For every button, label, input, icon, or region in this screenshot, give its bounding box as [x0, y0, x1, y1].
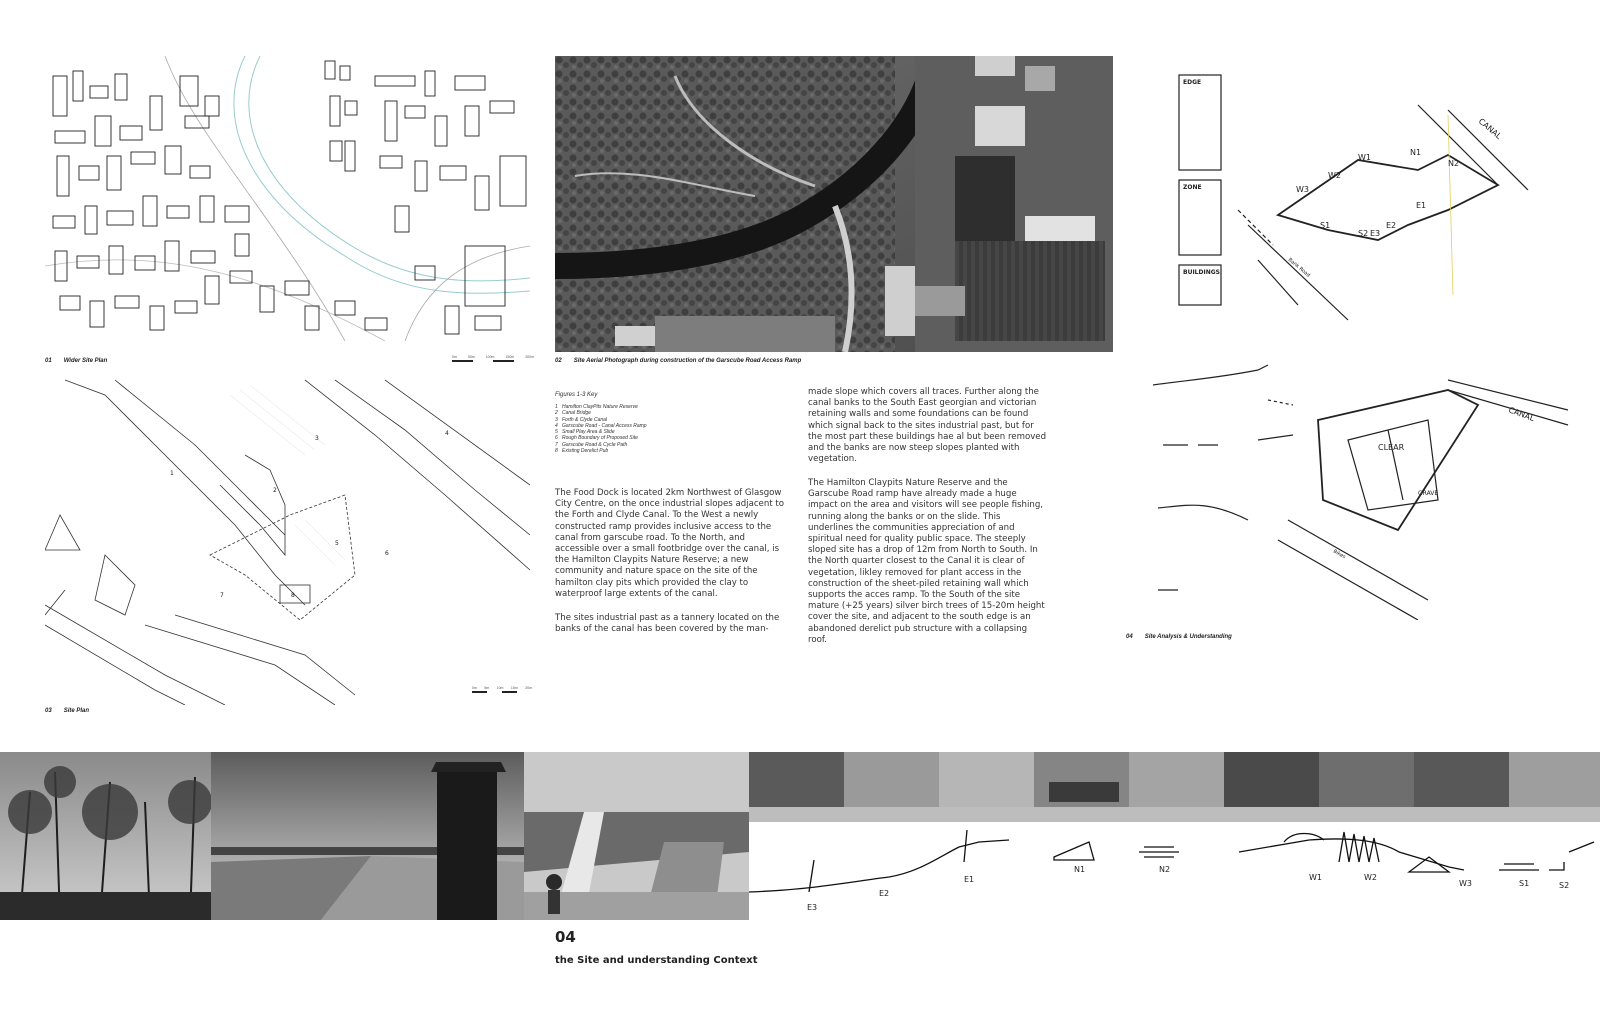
scale-label: 0m [472, 686, 477, 690]
zone-label: W1 [1358, 153, 1371, 162]
road-label: Bank Road [1286, 256, 1312, 279]
key-title: Figures 1-3 Key [555, 392, 598, 398]
section-label: N2 [1159, 865, 1171, 874]
photo-trees-drawing [0, 752, 211, 920]
key-item: 5 Small Play Area & Slide [555, 429, 615, 436]
photo-canal-towpath [211, 752, 524, 920]
fig04-caption [1126, 634, 1232, 640]
aerial-photo-drawing [555, 56, 1113, 352]
photo-panorama-strip [749, 752, 1600, 822]
site-analysis-drawing [1148, 60, 1588, 620]
photo-slide-ramp [524, 752, 749, 920]
canal-label: CANAL [1476, 116, 1504, 141]
key-item: 3 Forth & Clyde Canal [555, 416, 608, 423]
section-label: S1 [1519, 879, 1530, 888]
figures-key [555, 392, 795, 454]
fig02-number: 02 [555, 358, 562, 364]
site-plan-label: 1 [170, 470, 174, 477]
scale-label: 200m [525, 355, 534, 359]
section-sketches [749, 822, 1600, 920]
key-item: 4 Garscube Road - Canal Access Ramp [555, 422, 647, 429]
axo-label: Bikes [1332, 548, 1347, 561]
scale-label: 20m [525, 686, 532, 690]
fig01-caption [45, 358, 107, 364]
key-item: 6 Rough Boundary of Proposed Site [555, 435, 638, 442]
zone-label: E1 [1416, 201, 1427, 210]
zone-label: S1 [1320, 221, 1331, 230]
site-plan-label: 5 [335, 540, 339, 547]
zone-label: S2 [1358, 229, 1369, 238]
wider-site-plan-drawing [45, 56, 530, 341]
photo-slide-drawing [524, 752, 749, 920]
axo-label: GRAVE [1418, 490, 1439, 497]
site-plan [45, 375, 530, 705]
key-item: 2 Canal Bridge [555, 410, 591, 417]
zone-label: W2 [1328, 171, 1341, 180]
scale-label: 100m [485, 355, 495, 359]
section-label: W3 [1459, 879, 1472, 888]
key-item: 1 Hamilton ClayPits Nature Reserve [555, 404, 638, 410]
section-label: N1 [1074, 865, 1086, 874]
site-plan-label: 2 [273, 487, 277, 494]
photo-canal-drawing [211, 752, 524, 920]
key-list [555, 404, 795, 454]
site-plan-label: 7 [220, 592, 224, 599]
legend-title: EDGE [1183, 79, 1202, 86]
scalebar-wider-plan [452, 355, 534, 362]
fig02-title: Site Aerial Photograph during construction of the Garscube Road Access Ramp [573, 358, 802, 364]
site-plan-label: 6 [385, 550, 389, 557]
zone-label: E2 [1386, 221, 1397, 230]
fig03-title: Site Plan [63, 708, 90, 714]
key-item: 7 Garscube Road & Cycle Path [555, 441, 628, 448]
photo-trees [0, 752, 211, 920]
fig04-title: Site Analysis & Understanding [1144, 634, 1232, 640]
site-plan-label: 3 [315, 435, 319, 442]
axo-label: CLEAR [1378, 443, 1405, 452]
body-paragraph-1: The Food Dock is located 2km Northwest of Glasgow City Centre, on the once industrial slopes adjacent to the Forth and Clyde Canal. To the West a newly constructed ramp provides inclusive access to the canal from garscube road. To the North, and accessible over a small footbridge over the canal, is the Hamilton Claypits Nature Reserve; a new community and nature space on the site of the hamilton clay pits which provided the clay to waterproof large extents of the canal. [555, 488, 785, 599]
scale-label: 10m [496, 686, 504, 690]
scale-label: 15m [510, 686, 518, 690]
body-paragraph-4: The Hamilton Claypits Nature Reserve and the Garscube Road ramp have already made a huge impact on the area and visitors will see people fishing, running along the banks or on the slide. This underlines the communities appreciation of and spiritual need for quality public space. The steeply sloped site has a drop of 12m from North to South. In the North quarter closest to the Canal it is clear of vegetation, likley removed for plant access in the construction of the sheet-piled retaining wall which supports the acces ramp. To the South of the site mature (+25 years) silver birch trees of 15-20m height cover the site, and adjacent to the south edge is an abandoned derelict pub structure with a collapsing roof. [808, 478, 1045, 645]
body-paragraph-2: The sites industrial past as a tannery located on the banks of the canal has been covered by the man- [555, 613, 780, 635]
fig03-caption [45, 708, 89, 714]
body-paragraph-3: made slope which covers all traces. Further along the canal banks to the South East georgian and victorian retaining walls and some foundations can be found which signal back to the sites industrial past, but for the most part these buildings hae al but been removed and the banks are now steep slopes planted with vegetation. [808, 387, 1047, 465]
zone-label: N1 [1410, 148, 1422, 157]
scalebar-site-plan [472, 686, 532, 693]
fig02-caption [555, 358, 801, 364]
section-sketches-drawing [749, 822, 1600, 920]
section-label: E2 [879, 889, 890, 898]
site-plan-label: 4 [445, 430, 449, 437]
key-item: 8 Existing Derelict Pub [555, 448, 609, 455]
scale-label: 0m [452, 355, 457, 359]
aerial-photograph [555, 56, 1113, 352]
section-label: W1 [1309, 873, 1322, 882]
section-label: S2 [1559, 881, 1570, 890]
scale-label: 5m [484, 686, 490, 690]
fig01-title: Wider Site Plan [63, 358, 108, 364]
zone-label: N2 [1448, 159, 1460, 168]
scale-label: 150m [505, 355, 515, 359]
legend-title: ZONE [1183, 184, 1202, 191]
section-label: W2 [1364, 873, 1377, 882]
fig03-number: 03 [45, 708, 52, 714]
site-plan-label: 8 [291, 592, 295, 599]
section-number: 04 [555, 928, 576, 946]
axo-label: CANAL [1507, 405, 1536, 424]
legend-title: BUILDINGS [1183, 269, 1220, 276]
zone-label: E3 [1370, 229, 1381, 238]
zone-label: W3 [1296, 185, 1309, 194]
section-label: E1 [964, 875, 975, 884]
site-analysis-sketches [1148, 60, 1588, 620]
section-label: E3 [807, 903, 818, 912]
site-plan-drawing [45, 375, 530, 705]
scale-label: 50m [467, 355, 475, 359]
fig01-number: 01 [45, 358, 52, 364]
wider-site-plan [45, 56, 530, 341]
fig04-number: 04 [1126, 634, 1133, 640]
section-title: the Site and understanding Context [555, 955, 758, 966]
photo-panorama-drawing [749, 752, 1600, 822]
